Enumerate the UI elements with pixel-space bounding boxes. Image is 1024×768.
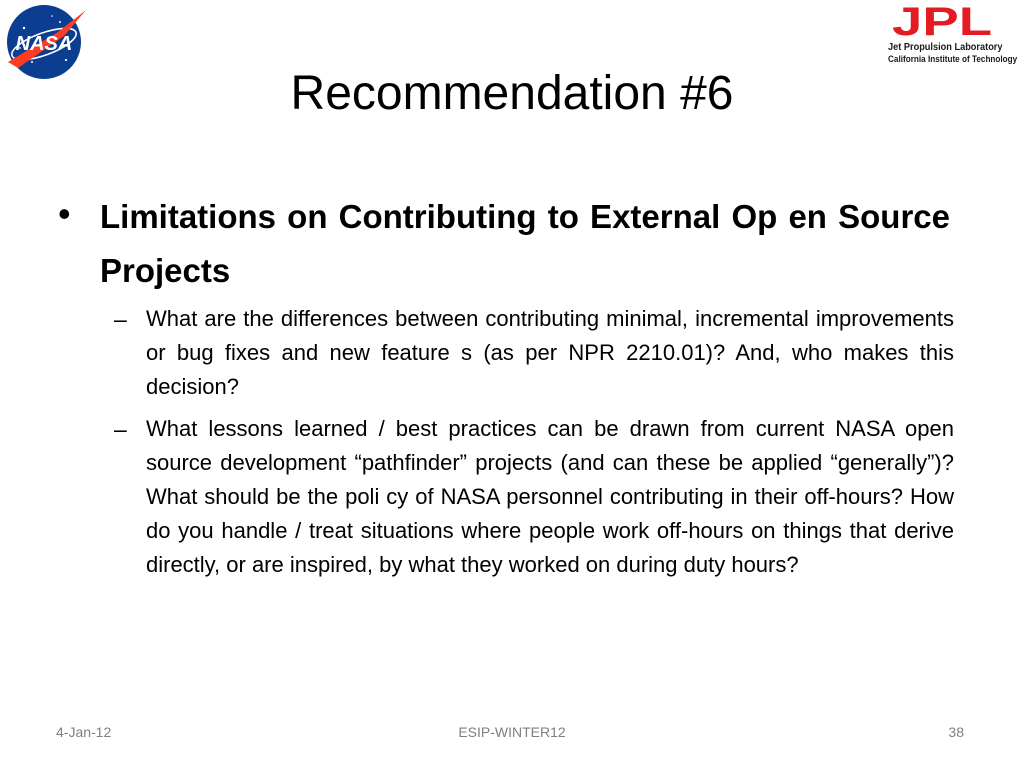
- sub-bullet-list: [54, 302, 954, 582]
- svg-text:NASA: NASA: [15, 33, 73, 55]
- dash-bullet-icon: –: [114, 416, 127, 442]
- footer-event: ESIP-WINTER12: [458, 724, 566, 740]
- svg-text:JPL: JPL: [892, 2, 992, 38]
- sub-bullet-text: What lessons learned / best practices can be drawn from current NASA open source development “pathfinder” projects (and can these be applied “generally”)? What should be the poli cy of NASA personnel contributing in their off-hours? How do you handle / treat situations where people work off-hours on things that derive directly, or are inspired, by what they worked on during duty hours?: [146, 416, 954, 577]
- main-bullet-text: Limitations on Contributing to External Op en Source Projects: [100, 198, 950, 289]
- main-bullet: [54, 190, 954, 298]
- bullet-dot-icon: •: [58, 193, 71, 234]
- sub-bullet-item: [112, 412, 954, 582]
- slide-title: Recommendation #6: [290, 67, 734, 120]
- footer-date: 4-Jan-12: [56, 724, 112, 740]
- slide-content: [54, 190, 954, 590]
- jpl-name-line: Jet Propulsion Laboratory: [888, 42, 1003, 53]
- jpl-institute-line: California Institute of Technology: [888, 54, 1018, 65]
- sub-bullet-item: [112, 302, 954, 404]
- slide-number: 38: [948, 724, 964, 740]
- sub-bullet-text: What are the differences between contributing minimal, incremental improvements or bug fixes and new feature s (as per NPR 2210.01)? And, who makes this decision?: [146, 306, 954, 399]
- jpl-logo: [884, 2, 1024, 64]
- dash-bullet-icon: –: [114, 306, 127, 332]
